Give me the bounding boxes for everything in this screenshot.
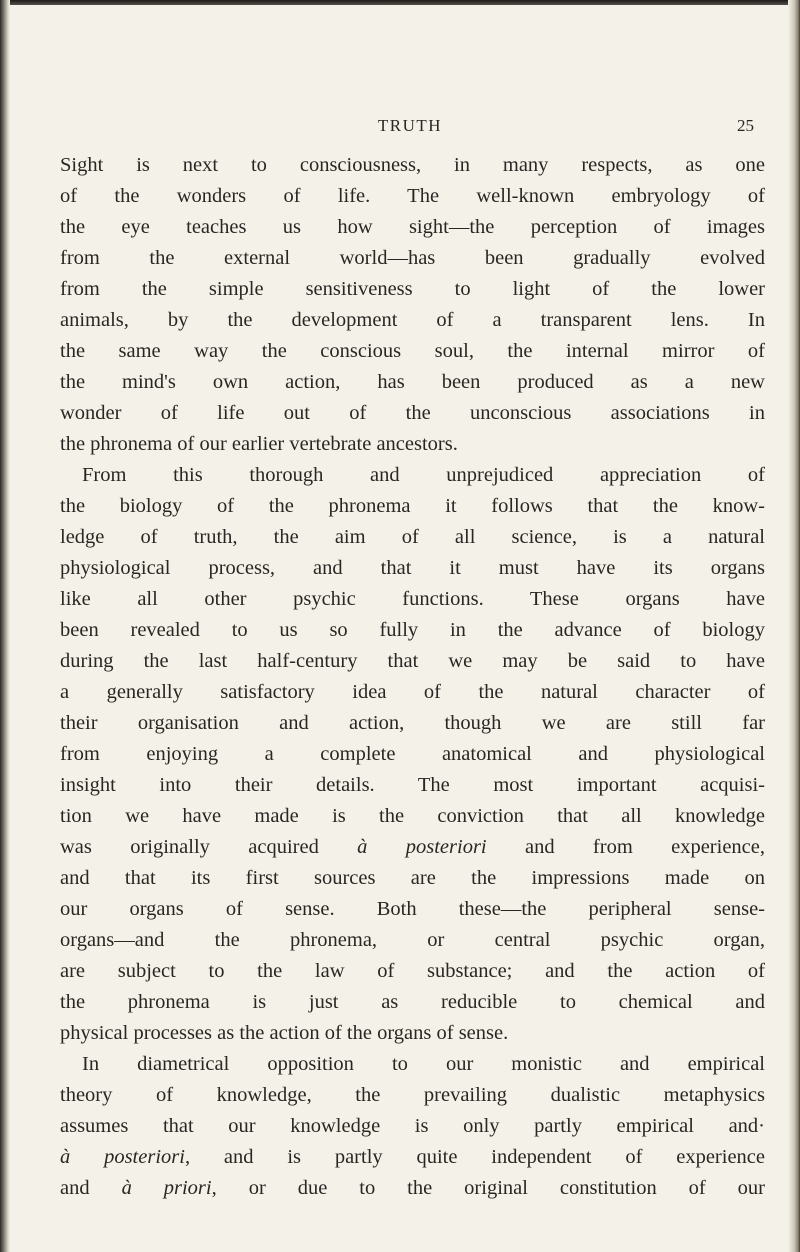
text-line [60,460,765,491]
text-line [60,522,765,553]
text-line [60,925,765,956]
page-number: 25 [737,116,754,135]
text-line [60,336,765,367]
text-line [60,212,765,243]
text-line [60,429,765,460]
text-line [60,553,765,584]
text-line [60,863,765,894]
line-text: from enjoying a complete anatomical and physiological [60,743,765,765]
line-text: during the last half-century that we may be said to have [60,650,765,672]
text-line [60,274,765,305]
text-line [60,708,765,739]
text-line [60,1049,765,1080]
line-text: the eye teaches us how sight—the perception of images [60,216,765,238]
running-head: TRUTH [377,116,443,135]
text-line [60,1111,765,1142]
line-text: the phronema of our earlier vertebrate ancestors. [60,433,458,455]
line-text: the same way the conscious soul, the internal mirror of [60,340,765,362]
line-text: like all other psychic functions. These organs have [60,588,765,610]
line-text: insight into their details. The most important acquisi- [60,774,765,796]
text-line [60,770,765,801]
text-line [60,739,765,770]
line-text: the phronema is just as reducible to chemical and [60,991,765,1013]
line-text: From this thorough and unprejudiced appreciation of [82,464,765,486]
text-line [60,894,765,925]
text-line [60,615,765,646]
line-text: tion we have made is the conviction that all knowledge [60,805,765,827]
line-text: theory of knowledge, the prevailing dualistic metaphysics [60,1084,765,1106]
line-text: and [60,1177,122,1199]
line-text: was originally acquired [60,836,358,858]
line-text: organs—and the phronema, or central psychic organ, [60,929,765,951]
line-text: In diametrical opposition to our monistic and empirical [82,1053,765,1075]
line-text: their organisation and action, though we are still far [60,712,765,734]
page-edge-left [0,0,10,1252]
line-text: the biology of the phronema it follows that the know- [60,495,765,517]
text-line [60,398,765,429]
text-line [60,491,765,522]
line-text-continued: , or due to the original constitution of our [211,1177,765,1199]
text-line [60,1018,765,1049]
line-text: the mind's own action, has been produced as a new [60,371,765,393]
line-text: from the simple sensitiveness to light of the lower [60,278,765,300]
text-line [60,956,765,987]
line-text: ledge of truth, the aim of all science, is a natural [60,526,765,548]
page-edge-right [788,0,800,1252]
text-line [60,305,765,336]
line-text-continued: and from experience, [486,836,765,858]
line-text: Sight is next to consciousness, in many respects, as one [60,154,765,176]
text-line [60,801,765,832]
line-text: assumes that our knowledge is only partly empirical and· [60,1115,765,1137]
text-line [60,1173,765,1204]
line-italic-phrase: à posteriori [357,836,487,858]
line-text: physical processes as the action of the organs of sense. [60,1022,509,1044]
line-text: animals, by the development of a transparent lens. In [60,309,765,331]
line-text: our organs of sense. Both these—the peripheral sense- [60,898,765,920]
line-text: been revealed to us so fully in the advance of biology [60,619,765,641]
line-text: are subject to the law of substance; and the action of [60,960,765,982]
line-text: and that its first sources are the impressions made on [60,867,765,889]
line-italic-phrase: à priori [121,1177,212,1199]
line-text: a generally satisfactory idea of the natural character of [60,681,765,703]
line-text: wonder of life out of the unconscious associations in [60,402,765,424]
text-line [60,181,765,212]
text-line [60,1142,765,1173]
text-line [60,832,765,863]
text-line [60,584,765,615]
page-edge-top [0,0,800,5]
text-line [60,1080,765,1111]
page-header [60,116,760,140]
text-line [60,646,765,677]
text-line [60,987,765,1018]
line-italic-phrase: à posteriori [60,1146,185,1168]
line-text: from the external world—has been gradually evolved [60,247,765,269]
line-text: of the wonders of life. The well-known embryology of [60,185,765,207]
text-line [60,367,765,398]
line-text: physiological process, and that it must have its organs [60,557,765,579]
text-line [60,677,765,708]
body-text [60,150,765,1204]
text-line [60,150,765,181]
text-line [60,243,765,274]
line-text-continued: , and is partly quite independent of experience [184,1146,765,1168]
